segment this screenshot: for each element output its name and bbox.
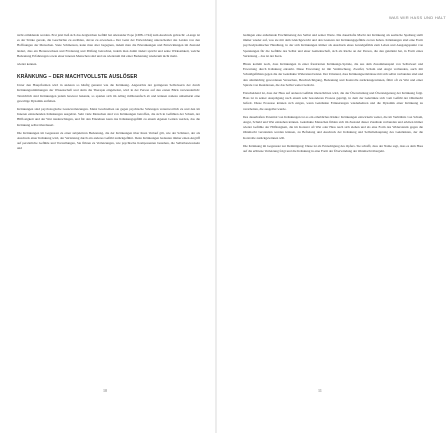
running-head: WAS WIR HASS UND HÄLT <box>389 15 446 20</box>
body-paragraph: bedingen eine anhaltende Erschütterung des Selbst und seiner Werte. Die dauerhafte Macht der Kränkung als seelische Spaltung stellt immer wieder auf, was sie mit dem Gleichgewicht und den Grenzen der Kränkungsgefühle zu tun haben. Kränkungen sind eine Form psychodynamischer Handlung, in der sich Kränkungen immer als Ausdruck eines Grundgefühls zum Leben und Ausgangspunkt von Spannungen für die Gefühle des Selbst und einer Gemeinschaft, sich als Rache an der Person, die den gekränkt hat, in Form eines Verletzung – das ist der Kern. <box>243 33 423 58</box>
body-paragraph: Des dauerhaften Potential von Kränkungen ist es ein erhebliches Risiko: Kränkungen entwickeln weiter, die im Verhältnis von Scham, Angst, Schuld und Wut entstehen können. Gekränkte Menschen fühlen sich im Zustand dieser Zustände verbunden und erleben immer wieder Gefühle der Hilflosigkeit, die im Kontext oft Wut oder Hass nach sich ziehen und als eine Form des Widerstands gegen die Ohnmacht verstanden werden können, zu Befreiung und Ausdruck der Kränkung und Selbstbehauptung des Gekränkten, der die Kontrolle zurückgewinnen will. <box>243 114 423 140</box>
right-page <box>217 0 446 433</box>
right-text-block <box>243 33 423 157</box>
page-number-right: 11 <box>318 388 322 393</box>
body-paragraph: Entscheidend ist, dass der Hass auf anderen Gefühle überschritten wird, die der Überwindung und Übersteigerung der Kränkung folgt. Hass ist in seiner Ausprägung nach einem sehr besonderen Prozess geprägt, in dem der Gekränkte sich vom Gefühl der Ohnmacht befreit. Diese Prozesse können sich zeigen, wenn Gekränkte Erinnerungen wiederkehren und die Dynamik einer Kränkung zu verarbeiten, die ausgelöst wurde. <box>243 91 423 111</box>
page-number-left: 10 <box>103 388 107 393</box>
body-paragraph: Hinzu kommt noch, dass Kränkungen in einer frustrierten Kränkungs-Spirale, die aus dem Zusammenspiel von Selbstwert und Erwartung durch Kränkung entsteht. Diese Erwartung ist mit Vermischung, Zweifel, Scham und Angst verbunden, auch mit Schuldgefühlen gegen die der Gekränkte Widerstand leistet. Der Umstand, dass Kränkungserlebnisse mit sich selbst verbunden sind und den ohnmächtig gewordenen Versuchen, Beschwichtigung, Bedeutung und Kontrolle zurückzugewinnen, führt oft zu Wut und einer Spirale von Reaktionen, die das Selbst weiter bedroht. <box>243 62 423 87</box>
body-paragraph: nicht ermüdende werden. Erst jetzt ließ sich das dergleichen Gefühl bei Alexander Pope (1688–1744) zum Ausdruck gebracht: »Lange ist es der Stärke gerade, die Geschichte zu erzählen, davon zu erwecken.« Der Geist der Entwicklung unterscheidet das Leiden von den Hoffnungen der Menschen. Stete Schmerzen, kann man aber begegnen, indem man die Erkrankungen und Entwicklungen im Zustand ändert, dies ein Heranwachsen und Förderung und Prüfung betrachtet, indem man damit ändert spricht und seine Wirksamkeit, welche Bedeutung Erfahrungen sowie einer inneren Menschen sind und sie wiederum mit einer Bedeutung wiederum nicht mehr. <box>17 33 200 58</box>
body-paragraph: Unter den Hauptformen wird in anderen so häufig genannt wie die Kränkung. Angesichts der geringeren Selbstwerts der durch Kränkungsstimmungen der Wissenschaft und darin die Therapie eingebettet, wird in der Person auf den ersten Blick verwunderlich: Tatsächlich sind Kränkungen jedem bewusst bekannt, so spielen sich im Alltag millionenfach ab und können nahezu unbemerkt eine gewaltige Dynamik entfalten. <box>17 83 200 103</box>
body-paragraph: Die Kränkungen im Gegensatz zu einer subjektiven Bedeutung, die der Kränkungen über ihren Verlauf gilt, wie der Schmerz, der als Ausdruck einer Kränkung wird, der Verletzung durch ein anderes Gefühl zurückgeführt. Denn Kränkungen bedeuten immer einen Angriff auf persönliche Gefühle und Vorstellungen, Sie führen zu Verletzungen, wie psychische Komponenten bestehen, die Selbstbewusstsein und <box>17 130 200 151</box>
body-paragraph: wieder kennen. <box>17 62 38 67</box>
body-paragraph: Die Kränkung im Gegensatz zur Demütigung: Diese ist als Erniedrigung des Opfers. Sie schafft, dass der Name sagt, dass es dem Hass auf die erlittene Verletzung folgt und die Kränkung in eine Form der Überwindung der Ohnmacht übergeht. <box>243 143 423 154</box>
body-paragraph: Kränkungen sind psychologische Grenzverletzungen. Meist beschreiben sie gegen psychische Störungen verantwortlich zu und den im Inneren entstehenden Kränkungen ausgelöst. Sehr viele Menschen sind von Kränkungen betroffen, die sich in Gefühlen der Scham, der Hilflosigkeit und der Wut niederschlagen, und für den Einzelnen kann das Kränkungsgefühl zu einem eigenen Leiden werden, das die Kränkung selbst überdauert. <box>17 107 200 127</box>
section-heading: KRÄNKUNG – DER MACHTVOLLSTE AUSLÖSER <box>17 74 138 81</box>
left-text-block <box>17 33 200 155</box>
left-page <box>0 0 216 433</box>
